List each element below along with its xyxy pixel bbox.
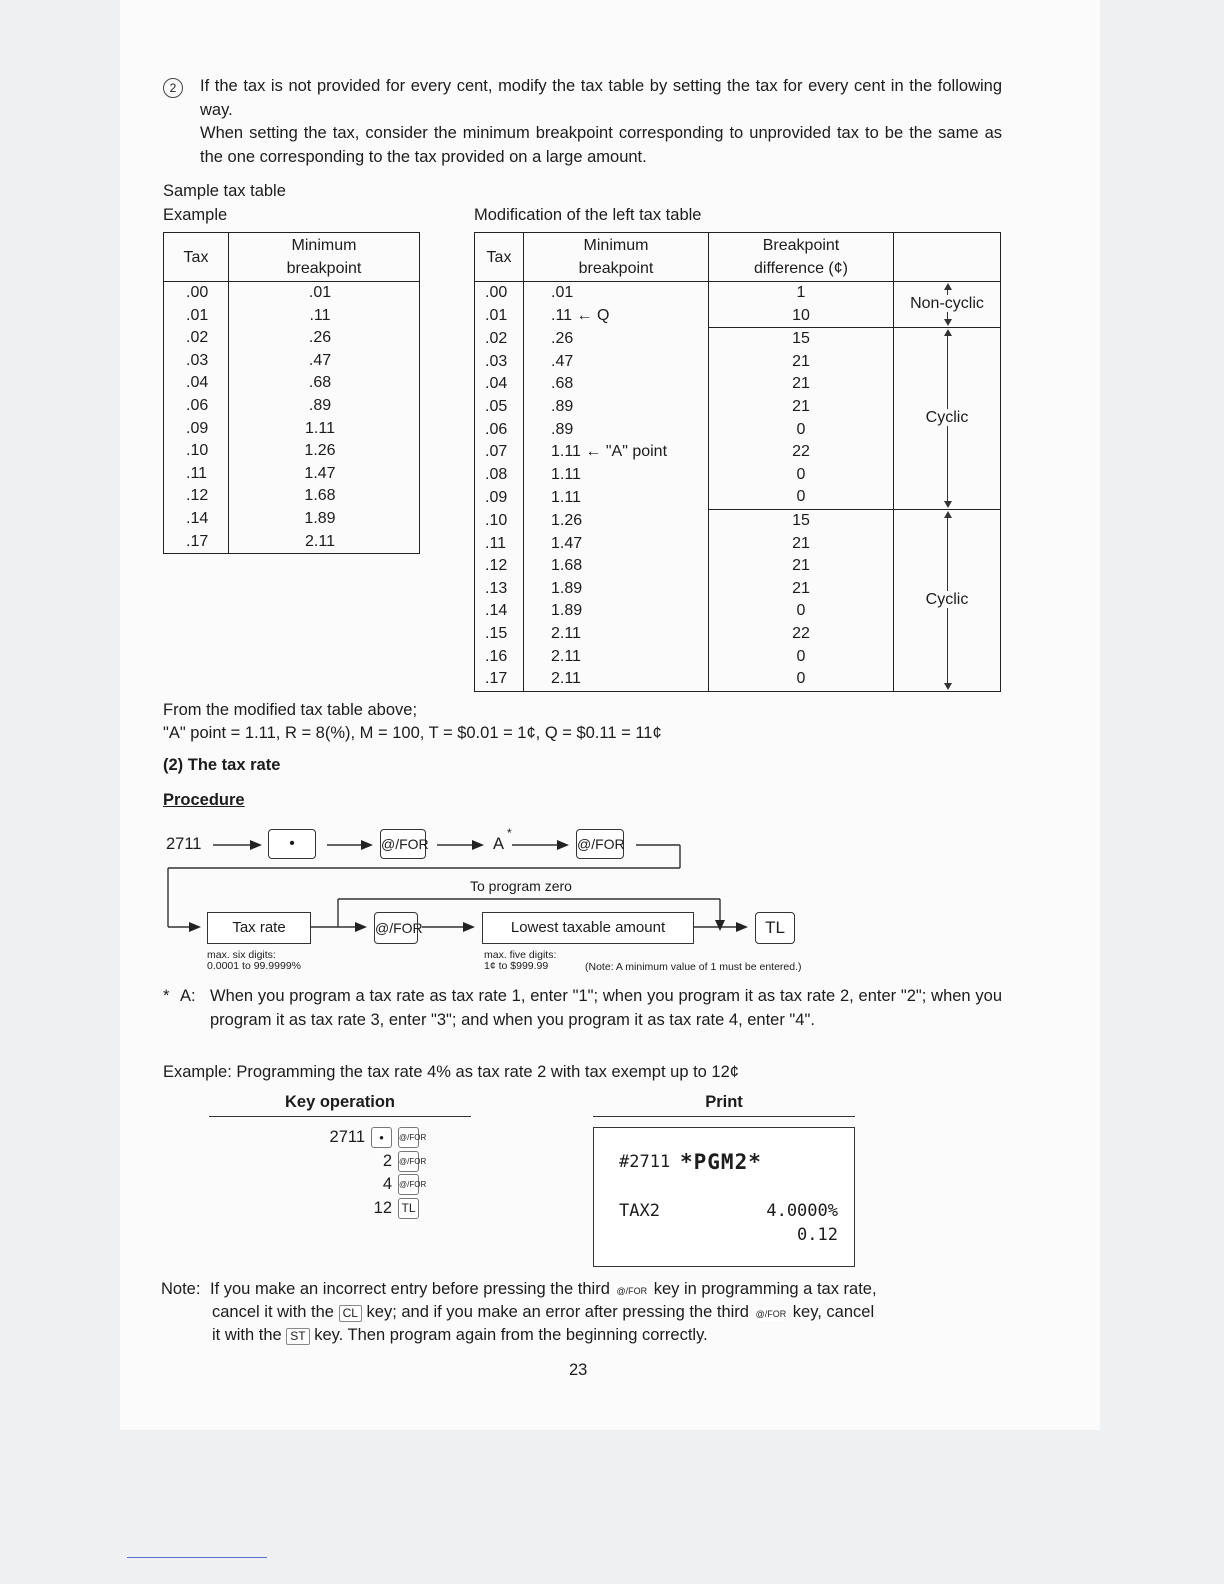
note-line-3 bbox=[212, 1324, 708, 1348]
breakpoint-cell: 1.11 ← "A" point bbox=[524, 441, 709, 464]
difference-cell: 1 bbox=[709, 282, 894, 305]
breakpoint-cell: .01 bbox=[229, 282, 420, 305]
sample-label: Sample tax table bbox=[163, 182, 286, 200]
breakpoint-cell: .11 ← Q bbox=[524, 305, 709, 328]
breakpoint-cell: 1.89 bbox=[229, 508, 420, 531]
breakpoint-cell: .68 bbox=[524, 373, 709, 396]
receipt-line-1b: *PGM2* bbox=[680, 1150, 762, 1174]
difference-cell: 0 bbox=[709, 600, 894, 623]
at-for-key[interactable]: @/FOR bbox=[398, 1127, 419, 1148]
tax-cell: .02 bbox=[186, 329, 209, 347]
breakpoint-cell: .47 bbox=[524, 351, 709, 374]
key-operation-number: 12 bbox=[373, 1198, 392, 1217]
tax-rate-note-1: max. six digits: bbox=[207, 949, 276, 961]
tax-cell: .14 bbox=[485, 602, 508, 620]
cl-key[interactable]: CL bbox=[339, 1305, 362, 1322]
breakpoint-cell: 1.47 bbox=[229, 463, 420, 486]
note-line-2 bbox=[212, 1301, 874, 1325]
breakpoint-cell: .47 bbox=[229, 350, 420, 373]
breakpoint-cell: .26 bbox=[229, 327, 420, 350]
breakpoint-cell: 1.26 bbox=[229, 440, 420, 463]
tax-cell: .14 bbox=[186, 509, 209, 527]
tax-cell: .00 bbox=[485, 284, 508, 301]
receipt-tax-label: TAX2 bbox=[619, 1201, 660, 1221]
a-note-text: When you program a tax rate as tax rate 1, enter "1"; when you program it as tax rate 2, enter "2"; when you program it as tax rate 3, enter "3"; and when you program it as tax rate 4, enter "4". bbox=[210, 987, 1002, 1029]
key-operation-row bbox=[209, 1126, 427, 1150]
header-text: Breakpoint difference (¢) bbox=[754, 237, 848, 277]
breakpoint-cell: 1.26 bbox=[524, 509, 709, 532]
tax-cell: .06 bbox=[186, 396, 209, 414]
tl-key[interactable]: TL bbox=[398, 1198, 419, 1219]
note-text: key. Then program again from the beginning correctly. bbox=[314, 1326, 708, 1344]
from-text: From the modified tax table above; bbox=[163, 701, 418, 719]
procedure-title: Procedure bbox=[163, 791, 245, 809]
cycle-group-label: Non-cyclic bbox=[910, 295, 984, 313]
key-operation-number: 4 bbox=[382, 1175, 392, 1194]
difference-cell: 0 bbox=[709, 464, 894, 487]
receipt-line-1a: #2711 bbox=[619, 1152, 671, 1172]
tax-cell: .01 bbox=[186, 306, 209, 324]
difference-cell: 10 bbox=[709, 305, 894, 328]
step2-text-1: If the tax is not provided for every cent, modify the tax table by setting the tax for every cent in the following way. bbox=[200, 77, 1002, 119]
a-note-marker: * bbox=[163, 987, 170, 1005]
tax-cell: .01 bbox=[485, 306, 508, 324]
a-asterisk: * bbox=[507, 826, 512, 840]
tax-cell: .00 bbox=[186, 284, 209, 301]
decimal-point-key[interactable]: • bbox=[371, 1127, 392, 1148]
note-text: key, cancel bbox=[792, 1303, 875, 1321]
lowest-taxable-box: Lowest taxable amount bbox=[482, 912, 694, 944]
difference-cell: 22 bbox=[709, 623, 894, 646]
breakpoint-cell: 1.89 bbox=[524, 600, 709, 623]
key-operation-row bbox=[209, 1197, 419, 1221]
section-title: (2) The tax rate bbox=[163, 756, 281, 774]
tax-cell: .11 bbox=[485, 534, 507, 552]
header-text: Minimum breakpoint bbox=[286, 237, 362, 277]
key-operation-number: 2711 bbox=[329, 1128, 365, 1147]
step2-text-2: When setting the tax, consider the minimum breakpoint corresponding to unprovided tax to be the same as the one corresponding to the tax provided on a large amount. bbox=[200, 124, 1002, 166]
breakpoint-cell: 1.11 bbox=[229, 418, 420, 441]
footer-rule bbox=[127, 1557, 267, 1558]
key-operation-rule bbox=[209, 1116, 471, 1117]
receipt-tax-value: 4.0000% bbox=[766, 1201, 838, 1221]
tax-cell: .05 bbox=[485, 397, 508, 415]
at-for-key[interactable]: @/FOR bbox=[755, 1309, 787, 1319]
difference-cell: 15 bbox=[709, 328, 894, 351]
header-text: Minimum breakpoint bbox=[578, 237, 654, 277]
note-text: key in programming a tax rate, bbox=[653, 1280, 877, 1298]
at-for-key[interactable]: @/FOR bbox=[398, 1174, 419, 1195]
tax-cell: .04 bbox=[485, 375, 508, 393]
breakpoint-cell: .89 bbox=[229, 395, 420, 418]
at-for-key[interactable]: @/FOR bbox=[576, 829, 624, 859]
difference-cell: 21 bbox=[709, 373, 894, 396]
lowest-note-1: max. five digits: bbox=[484, 949, 557, 961]
flow-start-code: 2711 bbox=[166, 835, 202, 853]
breakpoint-cell: .11 bbox=[229, 305, 420, 328]
tax-cell: .03 bbox=[186, 351, 209, 369]
col-header-tax: Tax bbox=[475, 233, 524, 282]
tax-cell: .04 bbox=[186, 374, 209, 392]
breakpoint-cell: .89 bbox=[524, 419, 709, 442]
difference-cell: 0 bbox=[709, 486, 894, 509]
breakpoint-cell: 2.11 bbox=[524, 646, 709, 669]
tax-cell: .03 bbox=[485, 352, 508, 370]
breakpoint-cell: .68 bbox=[229, 372, 420, 395]
key-operation-row bbox=[209, 1173, 427, 1197]
breakpoint-cell: .01 bbox=[524, 282, 709, 305]
at-for-key[interactable]: @/FOR bbox=[616, 1286, 648, 1296]
tax-cell: .06 bbox=[485, 420, 508, 438]
receipt bbox=[593, 1127, 855, 1267]
key-operation-row bbox=[209, 1150, 427, 1174]
tax-cell: .09 bbox=[186, 419, 209, 437]
note-line-1 bbox=[210, 1278, 1002, 1302]
tax-cell: .15 bbox=[485, 624, 508, 642]
key-operation-list bbox=[209, 1126, 427, 1220]
tax-cell: .02 bbox=[485, 329, 508, 347]
tax-cell: .08 bbox=[485, 465, 508, 483]
breakpoint-cell: 1.11 bbox=[524, 486, 709, 509]
lowest-note-2: 1¢ to $999.99 bbox=[484, 960, 549, 972]
col-header-tax: Tax bbox=[164, 233, 229, 282]
modification-label: Modification of the left tax table bbox=[474, 206, 702, 224]
note-text: cancel it with the bbox=[212, 1303, 334, 1321]
breakpoint-cell: 2.11 bbox=[229, 531, 420, 554]
receipt-amount: 0.12 bbox=[797, 1225, 838, 1245]
cycle-group-label: Cyclic bbox=[925, 409, 969, 427]
print-title: Print bbox=[705, 1093, 743, 1111]
difference-cell: 0 bbox=[709, 668, 894, 691]
note-text: it with the bbox=[212, 1326, 282, 1344]
breakpoint-cell: 1.11 bbox=[524, 464, 709, 487]
note-text: key; and if you make an error after pressing the third bbox=[366, 1303, 749, 1321]
decimal-point-key[interactable]: • bbox=[268, 829, 316, 859]
difference-cell: 21 bbox=[709, 533, 894, 556]
tax-cell: .12 bbox=[186, 487, 209, 505]
tax-cell: .16 bbox=[485, 647, 508, 665]
example-text: Example: Programming the tax rate 4% as tax rate 2 with tax exempt up to 12¢ bbox=[163, 1063, 739, 1081]
cycle-group-label: Cyclic bbox=[925, 591, 969, 609]
difference-cell: 21 bbox=[709, 578, 894, 601]
tax-rate-box: Tax rate bbox=[207, 912, 311, 944]
formula-text: "A" point = 1.11, R = 8(%), M = 100, T = $0.01 = 1¢, Q = $0.11 = 11¢ bbox=[163, 724, 662, 742]
difference-cell: 0 bbox=[709, 646, 894, 669]
tax-cell: .10 bbox=[485, 511, 508, 529]
breakpoint-cell: 2.11 bbox=[524, 623, 709, 646]
tax-cell: .11 bbox=[186, 464, 208, 482]
breakpoint-cell: 1.89 bbox=[524, 578, 709, 601]
program-zero-label: To program zero bbox=[470, 878, 572, 894]
difference-cell: 0 bbox=[709, 419, 894, 442]
breakpoint-cell: .89 bbox=[524, 396, 709, 419]
tax-cell: .17 bbox=[186, 532, 209, 550]
a-note-label: A: bbox=[180, 987, 196, 1005]
key-operation-number: 2 bbox=[382, 1151, 392, 1170]
at-for-key[interactable]: @/FOR bbox=[398, 1151, 419, 1172]
at-for-key[interactable]: @/FOR bbox=[374, 912, 418, 944]
st-key[interactable]: ST bbox=[286, 1328, 309, 1345]
key-operation-title: Key operation bbox=[284, 1093, 396, 1111]
at-for-key[interactable]: @/FOR bbox=[380, 829, 426, 859]
a-variable-label: A bbox=[493, 835, 505, 853]
tl-key[interactable]: TL bbox=[755, 912, 795, 944]
difference-cell: 22 bbox=[709, 441, 894, 464]
breakpoint-cell: 1.68 bbox=[524, 555, 709, 578]
difference-cell: 21 bbox=[709, 555, 894, 578]
tax-cell: .17 bbox=[485, 670, 508, 688]
print-rule bbox=[593, 1116, 855, 1117]
example-label: Example bbox=[163, 206, 228, 224]
tax-cell: .12 bbox=[485, 557, 508, 575]
difference-cell: 21 bbox=[709, 351, 894, 374]
tax-cell: .07 bbox=[485, 443, 508, 461]
tax-cell: .13 bbox=[485, 579, 508, 597]
difference-cell: 15 bbox=[709, 509, 894, 532]
page-number: 23 bbox=[569, 1361, 588, 1379]
minimum-note: (Note: A minimum value of 1 must be entered.) bbox=[585, 961, 802, 973]
breakpoint-cell: 2.11 bbox=[524, 668, 709, 691]
note-prefix: Note: bbox=[161, 1280, 201, 1298]
difference-cell: 21 bbox=[709, 396, 894, 419]
tax-cell: .09 bbox=[485, 488, 508, 506]
breakpoint-cell: 1.68 bbox=[229, 485, 420, 508]
breakpoint-cell: .26 bbox=[524, 328, 709, 351]
step-marker: 2 bbox=[163, 78, 183, 98]
tax-cell: .10 bbox=[186, 442, 209, 460]
tax-rate-note-2: 0.0001 to 99.9999% bbox=[207, 960, 301, 972]
note-text: If you make an incorrect entry before pressing the third bbox=[210, 1280, 610, 1298]
breakpoint-cell: 1.47 bbox=[524, 533, 709, 556]
